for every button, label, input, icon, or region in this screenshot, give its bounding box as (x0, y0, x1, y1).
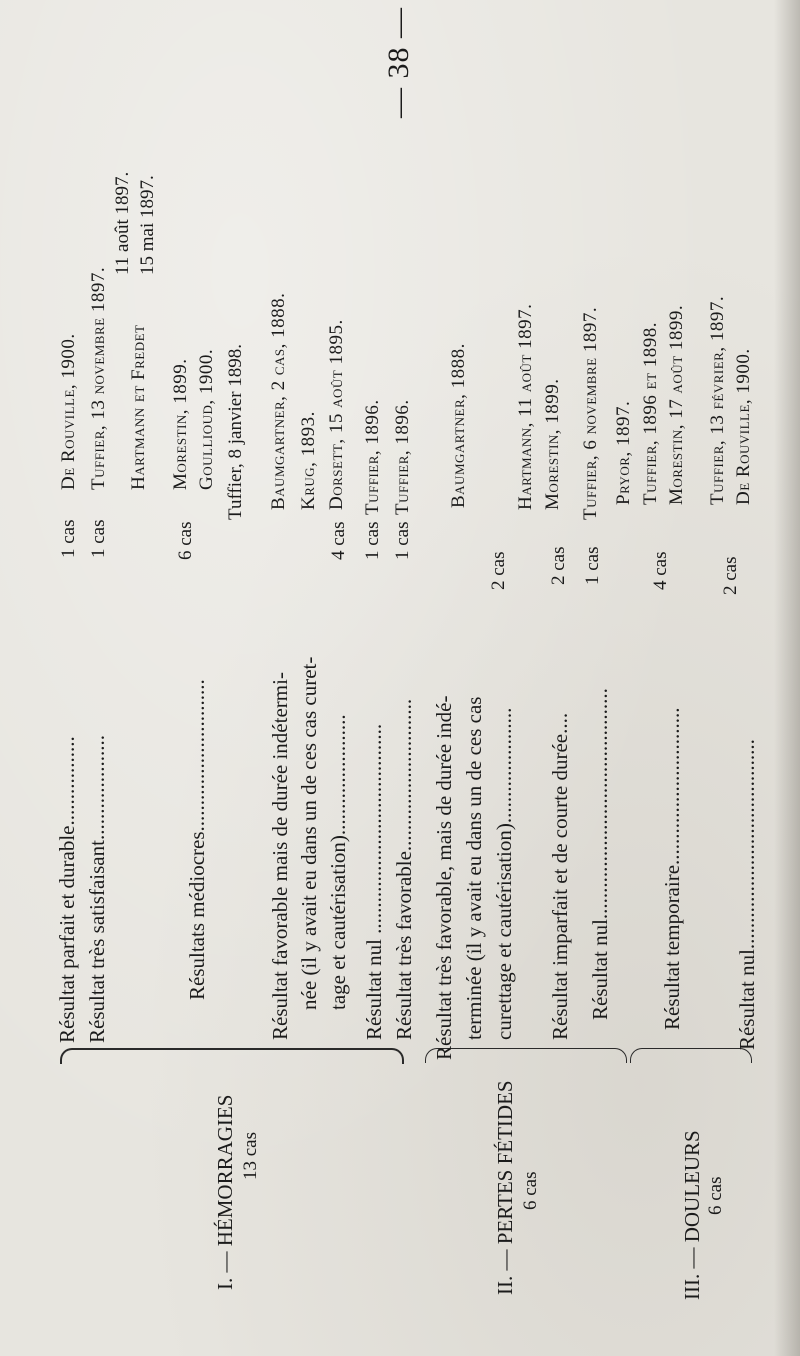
result-row: Résultat très favorable............................. (392, 698, 416, 1040)
case-count: 1 cas (88, 519, 109, 558)
case-count: 2 cas (548, 546, 569, 585)
section-brace-hemorragies (60, 1048, 404, 1064)
case-count: 2 cas (720, 556, 741, 595)
reference: Hartmann, 11 août 1897. (515, 303, 536, 510)
section-brace-douleurs (630, 1048, 752, 1063)
reference: Baumgartner, 2 cas, 1888. (268, 292, 289, 510)
result-row-line: tage et cautérisation)....................... (326, 714, 350, 1010)
result-row: Résultat nul............................................ (588, 688, 612, 1020)
reference: Tuffier, 13 février, 1897. (707, 295, 728, 505)
result-row: Résultat nul ........................................ (362, 723, 386, 1040)
case-count: 2 cas (488, 551, 509, 590)
section-title-douleurs: III. — DOULEURS (680, 1130, 704, 1300)
reference: Hartmann et Fredet (128, 324, 149, 490)
case-count: 4 cas (328, 521, 349, 560)
reference: Tuffier, 8 janvier 1898. (225, 343, 246, 520)
case-count: 6 cas (175, 521, 196, 560)
reference: Tuffier, 6 novembre 1897. (580, 306, 601, 520)
case-count: 1 cas (392, 521, 413, 560)
page-number: — 38 — (382, 7, 415, 118)
case-count: 4 cas (650, 551, 671, 590)
result-row-line: Résultat très favorable, mais de durée indé- (432, 695, 456, 1060)
reference: Tuffier, 1896. (362, 399, 383, 515)
result-row-line: curettage et cautérisation)...................... (492, 707, 516, 1040)
reference: Tuffier, 1896. (392, 399, 413, 515)
result-row: Résultat temporaire.............................. (660, 707, 684, 1030)
reference: Tuffier, 1896 et 1898. (640, 321, 661, 505)
reference-date: 11 août 1897. (112, 171, 133, 275)
case-count: 1 cas (362, 521, 383, 560)
section-count-hemorragies: 13 cas (240, 1131, 261, 1180)
result-row: Résultat nul........................................ (735, 739, 759, 1050)
reference: Tuffier, 13 novembre 1897. (88, 266, 109, 490)
reference: Morestin, 17 août 1899. (666, 304, 687, 505)
result-row-line: née (il y avait eu dans un de ces cas curet- (297, 656, 321, 1010)
result-row: Résultat imparfait et de courte durée.... (548, 712, 572, 1040)
case-count: 1 cas (582, 546, 603, 585)
reference: Morestin, 1899. (542, 378, 563, 510)
result-row: Résultats médiocres............................. (185, 679, 209, 1000)
reference: De Rouville, 1900. (58, 333, 79, 490)
result-row-line: Résultat favorable mais de durée indétermi- (268, 672, 292, 1040)
result-row: Résultat très satisfaisant.................... (85, 735, 109, 1043)
result-row: Résultat parfait et durable................. (55, 736, 79, 1043)
section-count-douleurs: 6 cas (705, 1176, 726, 1215)
section-title-pertes-fetides: II. — PERTES FÉTIDES (493, 1080, 517, 1295)
reference-date: 15 mai 1897. (137, 175, 158, 275)
reference: Pryor, 1897. (613, 400, 634, 505)
reference: Morestin, 1899. (170, 358, 191, 490)
result-row-line: terminée (il y avait eu dans un de ces cas (462, 696, 486, 1040)
section-count-pertes-fetides: 6 cas (520, 1171, 541, 1210)
page-edge-shadow (774, 0, 800, 1356)
reference: Dorsett, 15 août 1895. (326, 319, 347, 510)
reference: Krug, 1893. (298, 411, 319, 510)
case-count: 1 cas (58, 519, 79, 558)
reference: De Rouville, 1900. (733, 348, 754, 505)
reference: Goullioud, 1900. (196, 348, 217, 490)
reference: Baumgartner, 1888. (448, 343, 469, 508)
section-title-hemorragies: I. — HÉMORRAGIES (213, 1094, 237, 1290)
